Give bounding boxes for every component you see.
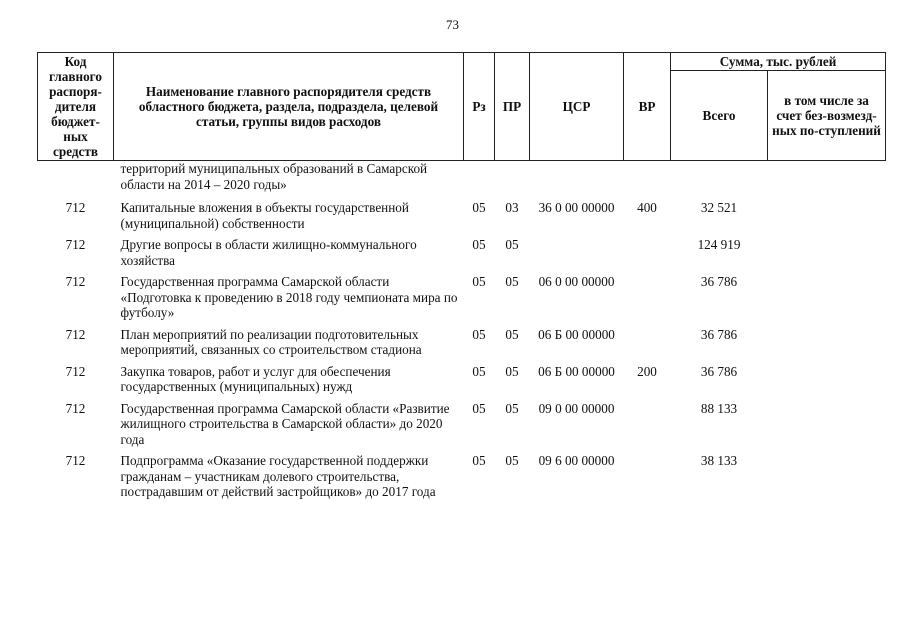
header-sum-group: Сумма, тыс. рублей [671, 53, 886, 71]
table-row [38, 194, 886, 234]
table-body [38, 161, 886, 503]
row-name: План мероприятий по реализации подготовительных мероприятий, связанных со строительством стадиона [120, 326, 422, 357]
row-vr [624, 324, 671, 361]
row-rz: 05 [472, 363, 486, 379]
row-csr: 09 6 00 00000 [538, 453, 615, 468]
row-vr: 400 [637, 200, 657, 215]
table-row [38, 398, 886, 451]
header-vr: ВР [624, 53, 671, 161]
table-row [38, 271, 886, 324]
row-gratuitous [768, 361, 886, 398]
row-csr: 06 Б 00 00000 [538, 363, 615, 379]
header-name: Наименование главного распорядителя средств областного бюджета, раздела, подраздела, целевой статьи, группы видов расходов [114, 53, 464, 161]
header-pr: ПР [495, 53, 530, 161]
table-row [38, 324, 886, 361]
row-total: 32 521 [700, 200, 738, 215]
row-name: Капитальные вложения в объекты государственной (муниципальной) собственности [120, 200, 409, 231]
row-code: 712 [65, 274, 86, 289]
row-code: 712 [65, 237, 86, 252]
row-pr: 05 [505, 363, 519, 379]
row-total: 36 786 [700, 274, 738, 289]
row-csr [530, 234, 624, 271]
header-rz: Рз [464, 53, 495, 161]
table-header [38, 53, 886, 161]
row-vr: 200 [637, 363, 657, 379]
row-total: 88 133 [700, 400, 738, 416]
row-rz: 05 [472, 400, 486, 416]
table-row [38, 450, 886, 503]
row-rz: 05 [472, 200, 486, 215]
row-csr: 09 0 00 00000 [538, 400, 615, 416]
row-gratuitous [768, 194, 886, 234]
row-vr [624, 450, 671, 503]
row-gratuitous [768, 398, 886, 451]
row-code: 712 [65, 200, 86, 215]
row-name: Государственная программа Самарской области «Подготовка к проведению в 2018 году чемпионата мира по футболу» [120, 274, 458, 320]
table-row [38, 361, 886, 398]
row-name: Подпрограмма «Оказание государственной поддержки гражданам – участникам долевого строительства, пострадавшим от действий застройщиков» до 2017 года [120, 453, 436, 499]
row-vr [624, 234, 671, 271]
row-rz: 05 [472, 274, 486, 289]
row-vr [624, 271, 671, 324]
page-number: 73 [446, 17, 459, 32]
row-code: 712 [65, 363, 86, 379]
row-code: 712 [65, 326, 86, 342]
row-total: 38 133 [700, 453, 738, 468]
row-pr: 05 [505, 400, 519, 416]
row-gratuitous [768, 324, 886, 361]
header-code: Код главного распоря-дителя бюджет-ных средств [38, 53, 114, 161]
row-gratuitous [768, 450, 886, 503]
header-total: Всего [671, 71, 768, 161]
row-name: Другие вопросы в области жилищно-коммунального хозяйства [120, 237, 417, 268]
row-pr: 05 [505, 237, 519, 252]
row-pr: 05 [505, 453, 519, 468]
budget-table [37, 52, 886, 503]
row-rz: 05 [472, 453, 486, 468]
row-gratuitous [768, 234, 886, 271]
row-vr [624, 398, 671, 451]
row-rz: 05 [472, 237, 486, 252]
row-total: 36 786 [700, 363, 738, 379]
row-csr: 06 0 00 00000 [538, 274, 615, 289]
row-pr: 05 [505, 274, 519, 289]
row-csr: 36 0 00 00000 [538, 200, 615, 215]
continuation-text: территорий муниципальных образований в Самарской области на 2014 – 2020 годы» [120, 161, 428, 192]
row-rz: 05 [472, 326, 486, 342]
table-row [38, 234, 886, 271]
row-total: 124 919 [697, 237, 741, 252]
header-csr: ЦСР [530, 53, 624, 161]
row-name: Закупка товаров, работ и услуг для обеспечения государственных (муниципальных) нужд [120, 363, 391, 394]
row-pr: 03 [505, 200, 519, 215]
row-total: 36 786 [700, 326, 738, 342]
row-code: 712 [65, 400, 86, 416]
row-csr: 06 Б 00 00000 [538, 326, 615, 342]
header-gratuitous: в том числе за счет без-возмезд-ных по-ступлений [768, 71, 886, 161]
row-pr: 05 [505, 326, 519, 342]
continuation-row [38, 161, 886, 195]
row-gratuitous [768, 271, 886, 324]
row-name: Государственная программа Самарской области «Развитие жилищного строительства в Самарской области» до 2020 года [120, 400, 450, 447]
row-code: 712 [65, 453, 86, 468]
